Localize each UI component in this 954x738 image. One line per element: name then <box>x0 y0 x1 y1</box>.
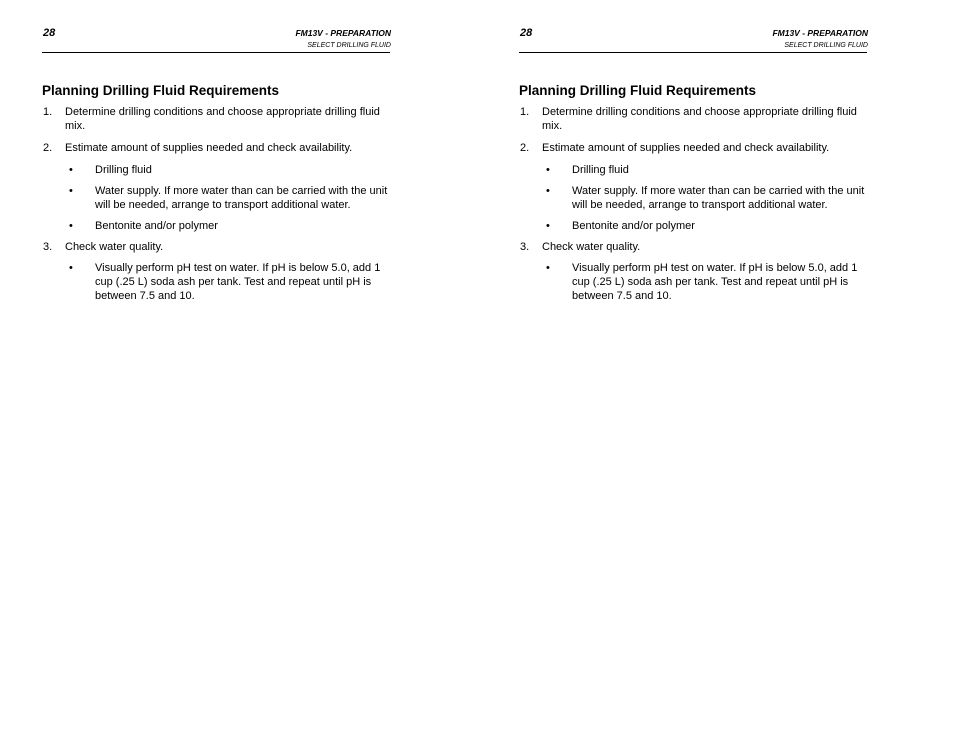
right-page <box>519 0 869 738</box>
bullet-text: Drilling fluid <box>95 164 152 176</box>
bullet-text: Bentonite and/or polymer <box>95 220 218 232</box>
step-number: 3. <box>43 241 53 253</box>
step-number: 1. <box>43 106 53 118</box>
header-title: FM13V - PREPARATION <box>772 28 868 38</box>
step-text: Check water quality. <box>65 241 164 253</box>
bullet-marker: • <box>69 164 73 176</box>
bullet-marker: • <box>546 262 550 274</box>
page-number: 28 <box>520 27 533 39</box>
bullet-text: Visually perform pH test on water. If pH is below 5.0, add 1 cup (.25 L) soda ash per tank. Test and repeat until pH is between 7.5 and 10. <box>572 262 858 302</box>
section-heading: Planning Drilling Fluid Requirements <box>519 83 757 98</box>
step-number: 2. <box>520 142 530 154</box>
bullet-text: Drilling fluid <box>572 164 629 176</box>
section-heading: Planning Drilling Fluid Requirements <box>42 83 280 98</box>
step-text: Determine drilling conditions and choose appropriate drilling fluid mix. <box>65 106 380 132</box>
step-text: Determine drilling conditions and choose appropriate drilling fluid mix. <box>542 106 857 132</box>
bullet-marker: • <box>546 220 550 232</box>
header-rule <box>519 52 867 53</box>
step-text: Estimate amount of supplies needed and check availability. <box>65 142 353 154</box>
step-text: Estimate amount of supplies needed and check availability. <box>542 142 830 154</box>
step-number: 2. <box>43 142 53 154</box>
header-subtitle: SELECT DRILLING FLUID <box>307 42 391 49</box>
bullet-text: Water supply. If more water than can be carried with the unit will be needed, arrange to transport additional water. <box>95 185 388 211</box>
bullet-marker: • <box>69 262 73 274</box>
bullet-marker: • <box>546 185 550 197</box>
bullet-marker: • <box>546 164 550 176</box>
bullet-marker: • <box>69 185 73 197</box>
bullet-marker: • <box>69 220 73 232</box>
header-subtitle: SELECT DRILLING FLUID <box>784 42 868 49</box>
left-page <box>42 0 392 738</box>
bullet-text: Visually perform pH test on water. If pH is below 5.0, add 1 cup (.25 L) soda ash per tank. Test and repeat until pH is between 7.5 and 10. <box>95 262 381 302</box>
header-title: FM13V - PREPARATION <box>295 28 391 38</box>
page-number: 28 <box>43 27 56 39</box>
step-number: 1. <box>520 106 530 118</box>
step-text: Check water quality. <box>542 241 641 253</box>
bullet-text: Water supply. If more water than can be carried with the unit will be needed, arrange to transport additional water. <box>572 185 865 211</box>
bullet-text: Bentonite and/or polymer <box>572 220 695 232</box>
header-rule <box>42 52 390 53</box>
step-number: 3. <box>520 241 530 253</box>
